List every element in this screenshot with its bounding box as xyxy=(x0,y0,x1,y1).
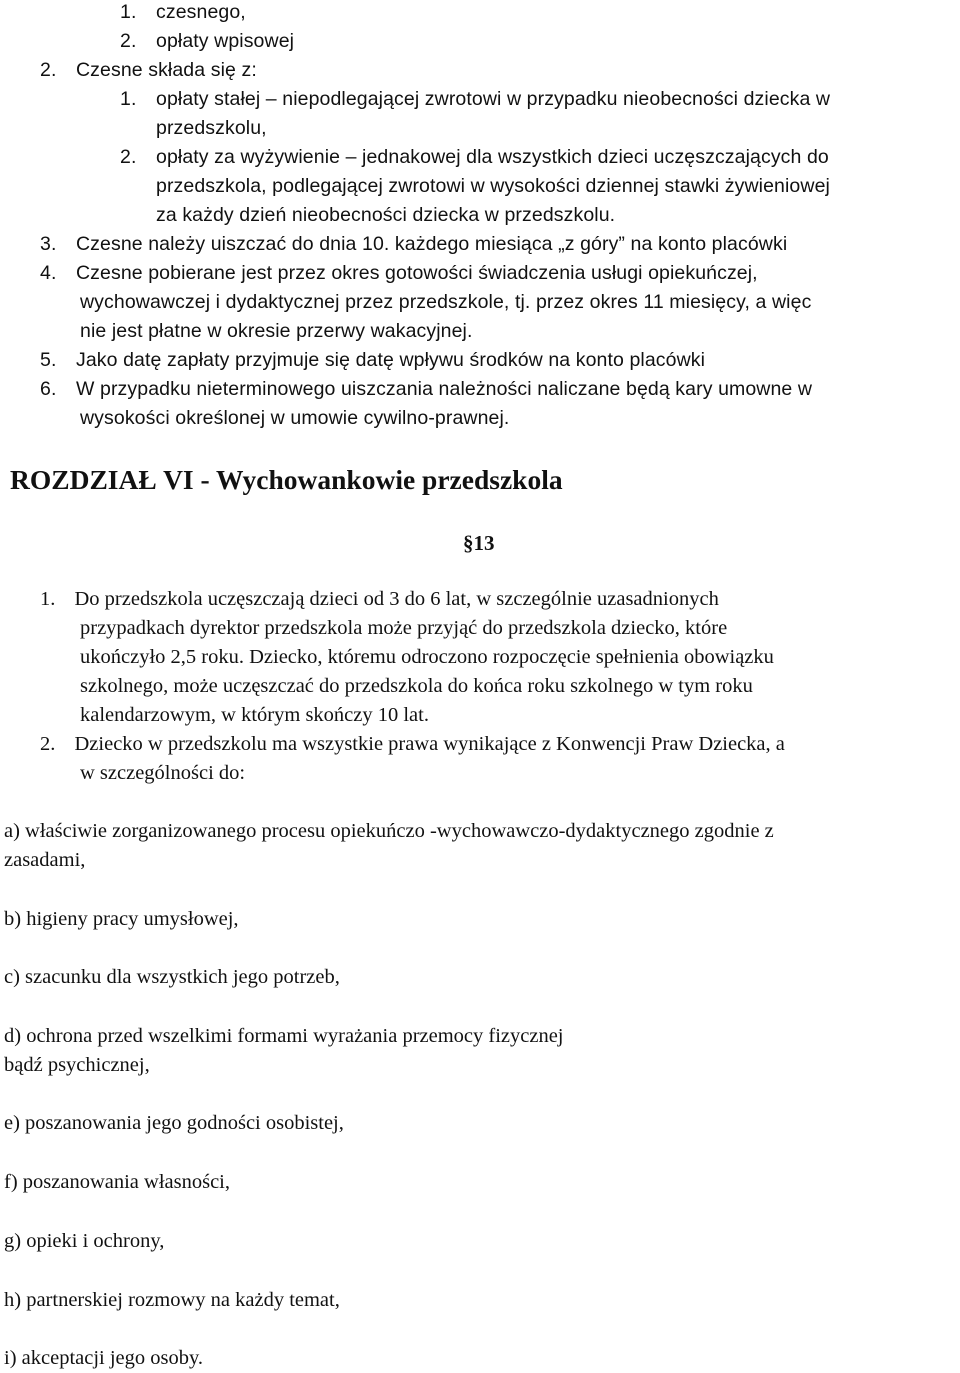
section-item-1-cont-4: kalendarzowym, w którym skończy 10 lat. xyxy=(80,704,429,726)
list-item-czesne-sklada: 2. Czesne składa się z: xyxy=(40,59,257,81)
right-d-cont: bądź psychicznej, xyxy=(4,1054,150,1076)
list-item-6: 6. W przypadku nieterminowego uiszczania należności naliczane będą kary umowne w xyxy=(40,378,813,400)
list-item-4: 4. Czesne pobierane jest przez okres gotowości świadczenia usługi opiekuńczej, xyxy=(40,262,758,284)
list-item-oplaty-stalej-cont: przedszkolu, xyxy=(156,117,267,139)
right-f: f) poszanowania własności, xyxy=(4,1171,231,1193)
section-item-1-cont-1: przypadkach dyrektor przedszkola może przyjąć do przedszkola dziecko, które xyxy=(80,617,728,639)
section-item-2: 2. Dziecko w przedszkolu ma wszystkie prawa wynikające z Konwencji Praw Dziecka, a xyxy=(40,733,785,755)
list-item-5: 5. Jako datę zapłaty przyjmuje się datę wpływu środków na konto placówki xyxy=(40,349,706,371)
list-item-oplaty-wyzywienie: 2. opłaty za wyżywienie – jednakowej dla wszystkich dzieci uczęszczających do xyxy=(120,146,829,168)
list-item-4-cont-1: wychowawczej i dydaktycznej przez przedszkole, tj. przez okres 11 miesięcy, a więc xyxy=(80,291,812,313)
list-item-6-cont: wysokości określonej w umowie cywilno-prawnej. xyxy=(80,407,510,429)
section-item-1-cont-2: ukończyło 2,5 roku. Dziecko, któremu odroczono rozpoczęcie spełnienia obowiązku xyxy=(80,646,774,668)
list-item-3: 3. Czesne należy uiszczać do dnia 10. każdego miesiąca „z góry” na konto placówki xyxy=(40,233,788,255)
right-a: a) właściwie zorganizowanego procesu opiekuńczo -wychowawczo-dydaktycznego zgodnie z xyxy=(4,820,774,842)
right-a-cont: zasadami, xyxy=(4,849,86,871)
list-item-oplaty-wpisowej: 2. opłaty wpisowej xyxy=(120,30,295,52)
right-b: b) higieny pracy umysłowej, xyxy=(4,908,239,930)
section-item-2-cont: w szczególności do: xyxy=(80,762,246,784)
list-item-4-cont-2: nie jest płatne w okresie przerwy wakacyjnej. xyxy=(80,320,473,342)
right-e: e) poszanowania jego godności osobistej, xyxy=(4,1112,344,1134)
list-item-czesnego: 1. czesnego, xyxy=(120,1,246,23)
right-d: d) ochrona przed wszelkimi formami wyrażania przemocy fizycznej xyxy=(4,1025,564,1047)
list-item-oplaty-stalej: 1. opłaty stałej – niepodlegającej zwrotowi w przypadku nieobecności dziecka w xyxy=(120,88,831,110)
section-item-1: 1. Do przedszkola uczęszczają dzieci od 3 do 6 lat, w szczególnie uzasadnionych xyxy=(40,588,719,610)
right-c: c) szacunku dla wszystkich jego potrzeb, xyxy=(4,966,340,988)
right-g: g) opieki i ochrony, xyxy=(4,1230,165,1252)
list-item-oplaty-wyzywienie-cont-1: przedszkola, podlegającej zwrotowi w wysokości dziennej stawki żywieniowej xyxy=(156,175,830,197)
chapter-heading: ROZDZIAŁ VI - Wychowankowie przedszkola xyxy=(10,464,563,495)
right-h: h) partnerskiej rozmowy na każdy temat, xyxy=(4,1289,340,1311)
list-item-oplaty-wyzywienie-cont-2: za każdy dzień nieobecności dziecka w przedszkolu. xyxy=(156,204,616,226)
section-item-1-cont-3: szkolnego, może uczęszczać do przedszkola do końca roku szkolnego w tym roku xyxy=(80,675,753,697)
paragraph-number: §13 xyxy=(463,531,495,555)
right-i: i) akceptacji jego osoby. xyxy=(4,1347,204,1369)
